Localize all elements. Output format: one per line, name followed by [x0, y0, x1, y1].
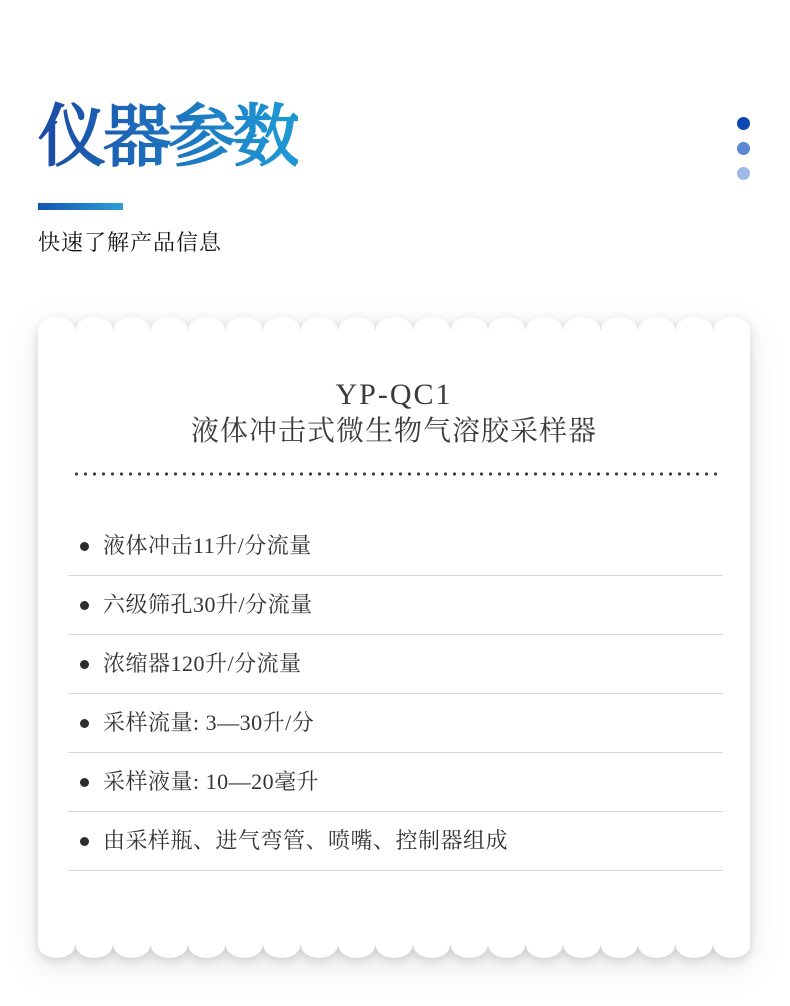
bullet-icon: [80, 778, 89, 787]
bullet-icon: [80, 601, 89, 610]
title-underline: [38, 203, 123, 210]
product-model: YP-QC1: [335, 378, 453, 411]
decor-dot: [737, 142, 750, 155]
spec-item: [68, 517, 723, 576]
scallop-edge-bottom: [38, 945, 750, 958]
product-name: 液体冲击式微生物气溶胶采样器: [190, 416, 597, 447]
spec-text: 由采样瓶、进气弯管、喷嘴、控制器组成: [103, 828, 509, 853]
spec-text: 采样流量: 3—30升/分: [103, 710, 315, 735]
spec-text: 采样液量: 10—20毫升: [103, 769, 320, 794]
page-subtitle: 快速了解产品信息: [38, 230, 223, 255]
dotted-divider: [72, 472, 718, 476]
spec-item: [68, 753, 723, 812]
scallop-edge-top: [38, 317, 750, 330]
spec-text: 六级筛孔30升/分流量: [103, 592, 313, 617]
spec-item: [68, 635, 723, 694]
spec-card: [38, 317, 750, 958]
spec-item: [68, 812, 723, 871]
spec-list: [68, 517, 723, 871]
bullet-icon: [80, 542, 89, 551]
decor-dots: [737, 117, 750, 180]
bullet-icon: [80, 660, 89, 669]
spec-text: 浓缩器120升/分流量: [103, 651, 302, 676]
spec-card-body: [38, 330, 750, 945]
decor-dot: [737, 167, 750, 180]
bullet-icon: [80, 719, 89, 728]
spec-item: [68, 694, 723, 753]
bullet-icon: [80, 837, 89, 846]
page-title: 仪器参数: [38, 99, 299, 175]
decor-dot: [737, 117, 750, 130]
spec-item: [68, 576, 723, 635]
spec-text: 液体冲击11升/分流量: [103, 533, 312, 558]
